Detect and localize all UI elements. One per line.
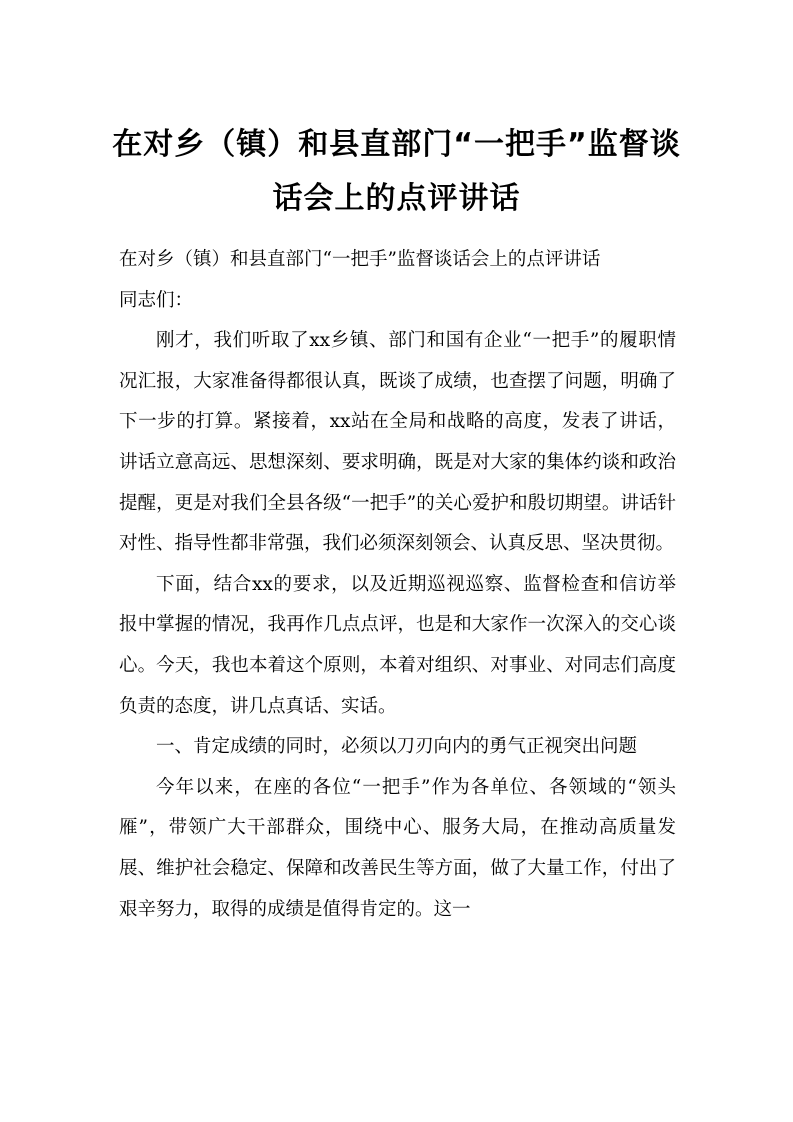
title-line-2: 话会上的点评讲话 xyxy=(272,181,521,216)
salutation: 同志们： xyxy=(119,289,194,311)
document-body xyxy=(119,240,676,930)
subtitle-line: 在对乡（镇）和县直部门“一把手”监督谈话会上的点评讲话 xyxy=(119,249,601,270)
paragraph-2: 下面，结合xx的要求，以及近期巡视巡察、监督检查和信访举报中掌握的情况，我再作几点点评，也是和大家作一次深入的交心谈心。今天，我也本着这个原则，本着对组织、对事业、对同志们高度负责的态度，讲几点真话、实话。 xyxy=(119,573,676,717)
paragraph-3: 今年以来，在座的各位“一把手”作为各单位、各领域的“领头雁”，带领广大干部群众，围绕中心、服务大局，在推动高质量发展、维护社会稳定、保障和改善民生等方面，做了大量工作，付出了艰辛努力，取得的成绩是值得肯定的。这一 xyxy=(119,776,676,920)
title-line-1: 在对乡（镇）和县直部门“一把手”监督谈 xyxy=(112,127,681,162)
paragraph-1: 刚才，我们听取了xx乡镇、部门和国有企业“一把手”的履职情况汇报，大家准备得都很认真，既谈了成绩，也查摆了问题，明确了下一步的打算。紧接着，xx站在全局和战略的高度，发表了讲话，讲话立意高远、思想深刻、要求明确，既是对大家的集体约谈和政治提醒，更是对我们全县各级“一把手”的关心爱护和殷切期望。讲话针对性、指导性都非常强，我们必须深刻领会、认真反思、坚决贯彻。 xyxy=(119,330,676,555)
section-heading-1: 一、肯定成绩的同时，必须以刀刃向内的勇气正视突出问题 xyxy=(156,736,638,758)
document-title xyxy=(100,118,693,226)
